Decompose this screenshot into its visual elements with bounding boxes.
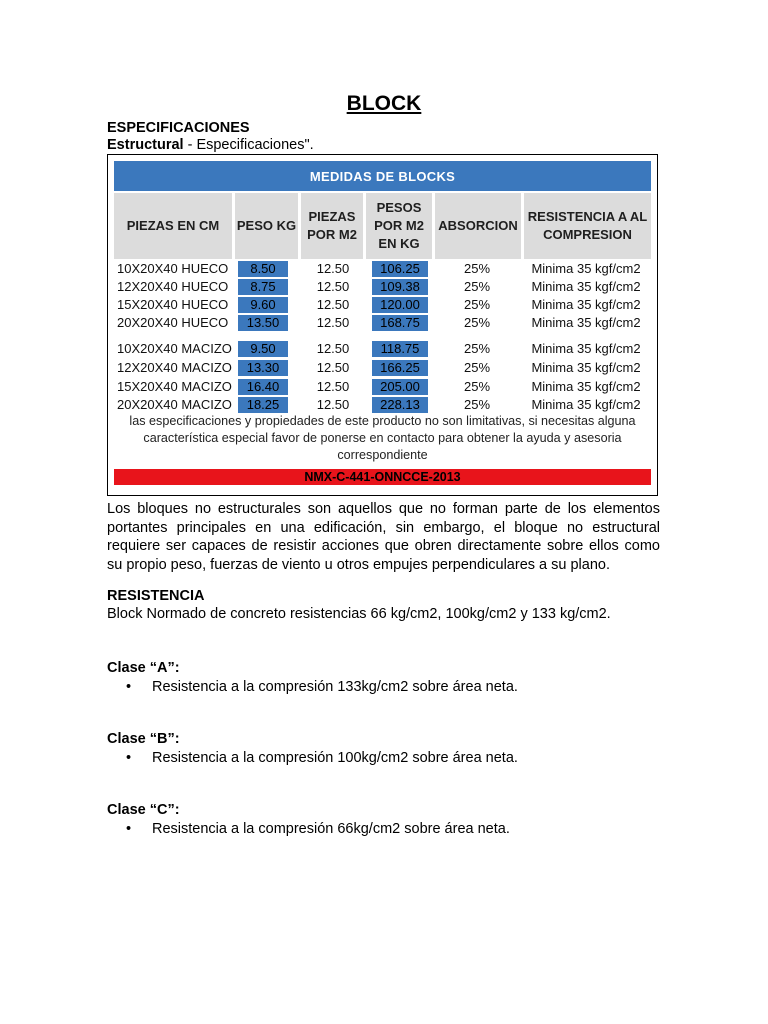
row-peso: 16.40 bbox=[238, 379, 288, 395]
paragraph-line: Los bloques no estructurales son aquellos que no forman parte de los elementos bbox=[107, 501, 660, 517]
header-resistencia: RESISTENCIA A AL COMPRESION bbox=[524, 193, 651, 259]
resistencia-text: Block Normado de concreto resistencias 66 kg/cm2, 100kg/cm2 y 133 kg/cm2. bbox=[107, 606, 611, 622]
especificaciones-label: - Especificaciones". bbox=[183, 137, 314, 153]
row-pieza: 15X20X40 HUECO bbox=[117, 297, 229, 312]
row-peso: 9.50 bbox=[238, 341, 288, 357]
row-pieza: 10X20X40 HUECO bbox=[117, 261, 229, 276]
row-pesos-m2: 120.00 bbox=[372, 297, 428, 313]
row-pieza: 10X20X40 MACIZO bbox=[117, 341, 232, 356]
row-resistencia: Minima 35 kgf/cm2 bbox=[531, 315, 641, 330]
clase-c-item bbox=[126, 821, 510, 837]
especificaciones-heading: ESPECIFICACIONES bbox=[107, 120, 250, 136]
table-note-line: característica especial favor de ponerse en contacto para obtener la ayuda y asesoria bbox=[143, 431, 622, 445]
bullet-icon: • bbox=[126, 821, 132, 837]
paragraph-line: requiere ser capaces de resistir acciones que obren directamente sobre ellos como bbox=[107, 538, 660, 554]
row-pieza: 20X20X40 MACIZO bbox=[117, 397, 232, 412]
row-piezas-m2: 12.50 bbox=[316, 297, 350, 312]
clase-a-label: Clase “A”: bbox=[107, 660, 180, 676]
clase-c-label: Clase “C”: bbox=[107, 802, 180, 818]
bullet-icon: • bbox=[126, 750, 132, 766]
table-note bbox=[114, 413, 651, 464]
table-note-line: las especificaciones y propiedades de este producto no son limitativas, si necesitas alguna bbox=[129, 414, 636, 428]
row-piezas-m2: 12.50 bbox=[316, 341, 350, 356]
header-pesos-m2: PESOS POR M2 EN KG bbox=[366, 193, 432, 259]
row-piezas-m2: 12.50 bbox=[316, 261, 350, 276]
row-resistencia: Minima 35 kgf/cm2 bbox=[531, 261, 641, 276]
row-resistencia: Minima 35 kgf/cm2 bbox=[531, 360, 641, 375]
row-pieza: 12X20X40 MACIZO bbox=[117, 360, 232, 375]
row-pesos-m2: 205.00 bbox=[372, 379, 428, 395]
row-piezas-m2: 12.50 bbox=[316, 279, 350, 294]
page-title: BLOCK bbox=[346, 92, 422, 115]
header-piezas-cm: PIEZAS EN CM bbox=[114, 193, 232, 259]
paragraph-line: portantes principales en una edificación, sin embargo, el bloque no estructural bbox=[107, 519, 660, 536]
row-pesos-m2: 109.38 bbox=[372, 279, 428, 295]
row-piezas-m2: 12.50 bbox=[316, 379, 350, 394]
row-resistencia: Minima 35 kgf/cm2 bbox=[531, 379, 641, 394]
row-absorcion: 25% bbox=[463, 315, 491, 330]
row-peso: 8.50 bbox=[238, 261, 288, 277]
row-absorcion: 25% bbox=[463, 261, 491, 276]
row-pieza: 20X20X40 HUECO bbox=[117, 315, 229, 330]
clase-b-item bbox=[126, 750, 518, 766]
clase-a-item bbox=[126, 679, 518, 695]
row-peso: 13.50 bbox=[238, 315, 288, 331]
resistencia-heading: RESISTENCIA bbox=[107, 588, 205, 604]
row-piezas-m2: 12.50 bbox=[316, 360, 350, 375]
table-note-line: correspondiente bbox=[337, 448, 428, 462]
row-absorcion: 25% bbox=[463, 297, 491, 312]
row-pieza: 15X20X40 MACIZO bbox=[117, 379, 232, 394]
header-absorcion: ABSORCION bbox=[435, 193, 521, 259]
row-peso: 9.60 bbox=[238, 297, 288, 313]
bullet-icon: • bbox=[126, 679, 132, 695]
row-pesos-m2: 228.13 bbox=[372, 397, 428, 413]
row-resistencia: Minima 35 kgf/cm2 bbox=[531, 341, 641, 356]
row-peso: 13.30 bbox=[238, 360, 288, 376]
clase-b-label: Clase “B”: bbox=[107, 731, 180, 747]
row-pesos-m2: 106.25 bbox=[372, 261, 428, 277]
row-absorcion: 25% bbox=[463, 360, 491, 375]
row-absorcion: 25% bbox=[463, 279, 491, 294]
row-pesos-m2: 118.75 bbox=[372, 341, 428, 357]
no-estructural-paragraph bbox=[107, 500, 660, 574]
block-spec-table-image bbox=[107, 154, 658, 496]
row-piezas-m2: 12.50 bbox=[316, 315, 350, 330]
row-pesos-m2: 168.75 bbox=[372, 315, 428, 331]
row-pesos-m2: 166.25 bbox=[372, 360, 428, 376]
header-peso-kg: PESO KG bbox=[235, 193, 298, 259]
especificaciones-subtitle bbox=[107, 137, 314, 153]
estructural-label: Estructural bbox=[107, 137, 184, 153]
row-peso: 18.25 bbox=[238, 397, 288, 413]
row-pieza: 12X20X40 HUECO bbox=[117, 279, 229, 294]
paragraph-line: su propio peso, fuerzas de viento u otros empujes perpendiculares a su plano. bbox=[107, 556, 610, 573]
row-absorcion: 25% bbox=[463, 341, 491, 356]
list-item-text: Resistencia a la compresión 133kg/cm2 sobre área neta. bbox=[152, 679, 518, 695]
header-piezas-m2: PIEZAS POR M2 bbox=[301, 193, 363, 259]
norma-banner: NMX-C-441-ONNCCE-2013 bbox=[114, 469, 651, 485]
row-resistencia: Minima 35 kgf/cm2 bbox=[531, 397, 641, 412]
row-absorcion: 25% bbox=[463, 397, 491, 412]
list-item-text: Resistencia a la compresión 100kg/cm2 sobre área neta. bbox=[152, 750, 518, 766]
row-resistencia: Minima 35 kgf/cm2 bbox=[531, 279, 641, 294]
row-piezas-m2: 12.50 bbox=[316, 397, 350, 412]
table-banner: MEDIDAS DE BLOCKS bbox=[114, 161, 651, 191]
row-absorcion: 25% bbox=[463, 379, 491, 394]
row-resistencia: Minima 35 kgf/cm2 bbox=[531, 297, 641, 312]
list-item-text: Resistencia a la compresión 66kg/cm2 sobre área neta. bbox=[152, 821, 510, 837]
row-peso: 8.75 bbox=[238, 279, 288, 295]
